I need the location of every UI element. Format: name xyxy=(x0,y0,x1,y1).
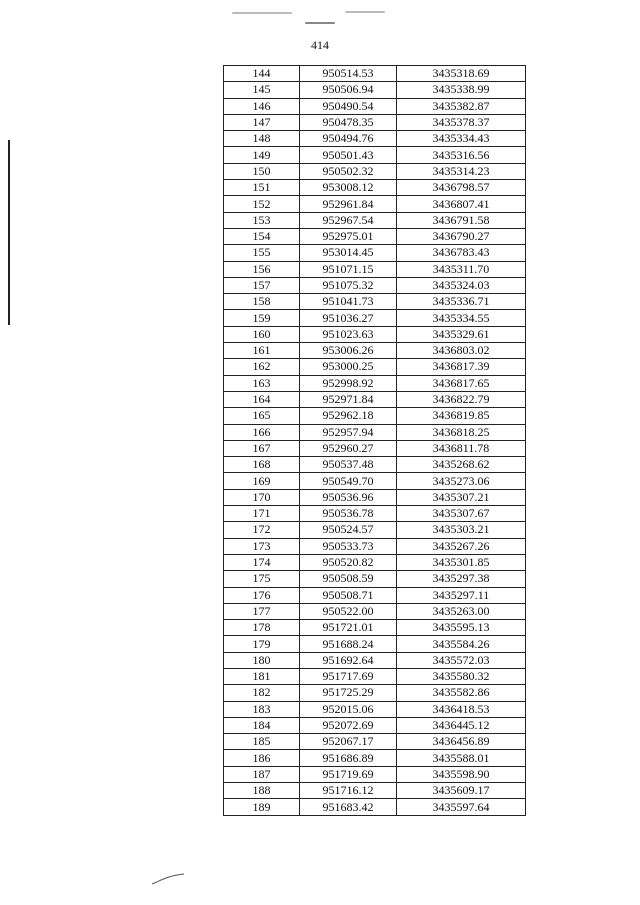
x-coordinate-cell: 950533.73 xyxy=(300,538,397,554)
y-coordinate-cell: 3435297.38 xyxy=(397,571,526,587)
y-coordinate-cell: 3435267.26 xyxy=(397,538,526,554)
point-number-cell: 168 xyxy=(224,457,300,473)
point-number-cell: 176 xyxy=(224,587,300,603)
table-row xyxy=(224,196,526,212)
point-number-cell: 157 xyxy=(224,277,300,293)
point-number-cell: 177 xyxy=(224,603,300,619)
table-row xyxy=(224,212,526,228)
table-row xyxy=(224,587,526,603)
table-row xyxy=(224,506,526,522)
y-coordinate-cell: 3436822.79 xyxy=(397,391,526,407)
x-coordinate-cell: 953006.26 xyxy=(300,343,397,359)
x-coordinate-cell: 950524.57 xyxy=(300,522,397,538)
x-coordinate-cell: 950501.43 xyxy=(300,147,397,163)
x-coordinate-cell: 950522.00 xyxy=(300,603,397,619)
y-coordinate-cell: 3436456.89 xyxy=(397,734,526,750)
y-coordinate-cell: 3435609.17 xyxy=(397,783,526,799)
y-coordinate-cell: 3435580.32 xyxy=(397,668,526,684)
point-number-cell: 159 xyxy=(224,310,300,326)
scan-artifact xyxy=(232,12,292,14)
x-coordinate-cell: 953008.12 xyxy=(300,180,397,196)
x-coordinate-cell: 951023.63 xyxy=(300,326,397,342)
x-coordinate-cell: 953014.45 xyxy=(300,245,397,261)
y-coordinate-cell: 3435598.90 xyxy=(397,766,526,782)
x-coordinate-cell: 950478.35 xyxy=(300,114,397,130)
point-number-cell: 183 xyxy=(224,701,300,717)
x-coordinate-cell: 951683.42 xyxy=(300,799,397,815)
point-number-cell: 187 xyxy=(224,766,300,782)
y-coordinate-cell: 3435301.85 xyxy=(397,554,526,570)
point-number-cell: 165 xyxy=(224,408,300,424)
y-coordinate-cell: 3435273.06 xyxy=(397,473,526,489)
point-number-cell: 178 xyxy=(224,620,300,636)
x-coordinate-cell: 950502.32 xyxy=(300,163,397,179)
point-number-cell: 145 xyxy=(224,82,300,98)
table-row xyxy=(224,261,526,277)
table-row xyxy=(224,783,526,799)
table-row xyxy=(224,652,526,668)
y-coordinate-cell: 3436791.58 xyxy=(397,212,526,228)
handwritten-mark xyxy=(150,872,186,886)
table-row xyxy=(224,440,526,456)
point-number-cell: 149 xyxy=(224,147,300,163)
point-number-cell: 175 xyxy=(224,571,300,587)
point-number-cell: 169 xyxy=(224,473,300,489)
table-row xyxy=(224,310,526,326)
x-coordinate-cell: 952961.84 xyxy=(300,196,397,212)
table-row xyxy=(224,766,526,782)
point-number-cell: 188 xyxy=(224,783,300,799)
y-coordinate-cell: 3436798.57 xyxy=(397,180,526,196)
y-coordinate-cell: 3436790.27 xyxy=(397,228,526,244)
y-coordinate-cell: 3435572.03 xyxy=(397,652,526,668)
point-number-cell: 144 xyxy=(224,66,300,82)
point-number-cell: 155 xyxy=(224,245,300,261)
y-coordinate-cell: 3435597.64 xyxy=(397,799,526,815)
y-coordinate-cell: 3435334.43 xyxy=(397,131,526,147)
table-row xyxy=(224,163,526,179)
x-coordinate-cell: 950536.78 xyxy=(300,506,397,522)
y-coordinate-cell: 3436817.65 xyxy=(397,375,526,391)
x-coordinate-cell: 951717.69 xyxy=(300,668,397,684)
x-coordinate-cell: 950490.54 xyxy=(300,98,397,114)
x-coordinate-cell: 952960.27 xyxy=(300,440,397,456)
point-number-cell: 153 xyxy=(224,212,300,228)
table-row xyxy=(224,571,526,587)
point-number-cell: 164 xyxy=(224,391,300,407)
x-coordinate-cell: 952998.92 xyxy=(300,375,397,391)
y-coordinate-cell: 3435297.11 xyxy=(397,587,526,603)
y-coordinate-cell: 3435324.03 xyxy=(397,277,526,293)
table-row xyxy=(224,620,526,636)
x-coordinate-cell: 951692.64 xyxy=(300,652,397,668)
point-number-cell: 189 xyxy=(224,799,300,815)
table-row xyxy=(224,326,526,342)
table-row xyxy=(224,228,526,244)
y-coordinate-cell: 3436819.85 xyxy=(397,408,526,424)
y-coordinate-cell: 3436807.41 xyxy=(397,196,526,212)
table-row xyxy=(224,294,526,310)
table-row xyxy=(224,701,526,717)
table-row xyxy=(224,457,526,473)
y-coordinate-cell: 3436818.25 xyxy=(397,424,526,440)
point-number-cell: 152 xyxy=(224,196,300,212)
table-row xyxy=(224,180,526,196)
scan-artifact xyxy=(345,11,385,13)
x-coordinate-cell: 950549.70 xyxy=(300,473,397,489)
x-coordinate-cell: 951721.01 xyxy=(300,620,397,636)
point-number-cell: 161 xyxy=(224,343,300,359)
y-coordinate-cell: 3436418.53 xyxy=(397,701,526,717)
x-coordinate-cell: 952967.54 xyxy=(300,212,397,228)
table-row xyxy=(224,82,526,98)
y-coordinate-cell: 3436811.78 xyxy=(397,440,526,456)
x-coordinate-cell: 951688.24 xyxy=(300,636,397,652)
x-coordinate-cell: 952962.18 xyxy=(300,408,397,424)
x-coordinate-cell: 951716.12 xyxy=(300,783,397,799)
x-coordinate-cell: 952957.94 xyxy=(300,424,397,440)
x-coordinate-cell: 950494.76 xyxy=(300,131,397,147)
point-number-cell: 160 xyxy=(224,326,300,342)
coordinates-table-body xyxy=(224,66,526,816)
y-coordinate-cell: 3435584.26 xyxy=(397,636,526,652)
x-coordinate-cell: 952971.84 xyxy=(300,391,397,407)
table-row xyxy=(224,391,526,407)
x-coordinate-cell: 951071.15 xyxy=(300,261,397,277)
point-number-cell: 163 xyxy=(224,375,300,391)
x-coordinate-cell: 951719.69 xyxy=(300,766,397,782)
point-number-cell: 166 xyxy=(224,424,300,440)
point-number-cell: 173 xyxy=(224,538,300,554)
y-coordinate-cell: 3435334.55 xyxy=(397,310,526,326)
x-coordinate-cell: 950537.48 xyxy=(300,457,397,473)
point-number-cell: 158 xyxy=(224,294,300,310)
x-coordinate-cell: 951075.32 xyxy=(300,277,397,293)
table-row xyxy=(224,603,526,619)
x-coordinate-cell: 953000.25 xyxy=(300,359,397,375)
x-coordinate-cell: 951686.89 xyxy=(300,750,397,766)
point-number-cell: 179 xyxy=(224,636,300,652)
point-number-cell: 184 xyxy=(224,717,300,733)
margin-mark xyxy=(8,140,10,325)
x-coordinate-cell: 950508.71 xyxy=(300,587,397,603)
x-coordinate-cell: 952975.01 xyxy=(300,228,397,244)
table-row xyxy=(224,489,526,505)
y-coordinate-cell: 3435336.71 xyxy=(397,294,526,310)
y-coordinate-cell: 3435307.67 xyxy=(397,506,526,522)
y-coordinate-cell: 3435316.56 xyxy=(397,147,526,163)
point-number-cell: 182 xyxy=(224,685,300,701)
table-row xyxy=(224,343,526,359)
point-number-cell: 186 xyxy=(224,750,300,766)
point-number-cell: 172 xyxy=(224,522,300,538)
point-number-cell: 174 xyxy=(224,554,300,570)
y-coordinate-cell: 3436445.12 xyxy=(397,717,526,733)
table-row xyxy=(224,717,526,733)
point-number-cell: 181 xyxy=(224,668,300,684)
table-row xyxy=(224,522,526,538)
x-coordinate-cell: 951041.73 xyxy=(300,294,397,310)
y-coordinate-cell: 3435311.70 xyxy=(397,261,526,277)
point-number-cell: 156 xyxy=(224,261,300,277)
y-coordinate-cell: 3436803.02 xyxy=(397,343,526,359)
point-number-cell: 180 xyxy=(224,652,300,668)
x-coordinate-cell: 950514.53 xyxy=(300,66,397,82)
y-coordinate-cell: 3435263.00 xyxy=(397,603,526,619)
x-coordinate-cell: 952067.17 xyxy=(300,734,397,750)
table-row xyxy=(224,245,526,261)
y-coordinate-cell: 3435329.61 xyxy=(397,326,526,342)
page-number: 414 xyxy=(311,38,329,52)
table-row xyxy=(224,473,526,489)
y-coordinate-cell: 3435318.69 xyxy=(397,66,526,82)
point-number-cell: 154 xyxy=(224,228,300,244)
coordinates-table xyxy=(223,65,526,816)
table-row xyxy=(224,408,526,424)
point-number-cell: 162 xyxy=(224,359,300,375)
point-number-cell: 167 xyxy=(224,440,300,456)
table-row xyxy=(224,734,526,750)
y-coordinate-cell: 3435588.01 xyxy=(397,750,526,766)
point-number-cell: 170 xyxy=(224,489,300,505)
x-coordinate-cell: 952072.69 xyxy=(300,717,397,733)
table-row xyxy=(224,538,526,554)
x-coordinate-cell: 950536.96 xyxy=(300,489,397,505)
table-row xyxy=(224,554,526,570)
table-row xyxy=(224,131,526,147)
y-coordinate-cell: 3435268.62 xyxy=(397,457,526,473)
y-coordinate-cell: 3436817.39 xyxy=(397,359,526,375)
y-coordinate-cell: 3436783.43 xyxy=(397,245,526,261)
y-coordinate-cell: 3435307.21 xyxy=(397,489,526,505)
y-coordinate-cell: 3435595.13 xyxy=(397,620,526,636)
table-row xyxy=(224,114,526,130)
y-coordinate-cell: 3435338.99 xyxy=(397,82,526,98)
x-coordinate-cell: 952015.06 xyxy=(300,701,397,717)
table-row xyxy=(224,277,526,293)
point-number-cell: 151 xyxy=(224,180,300,196)
x-coordinate-cell: 950508.59 xyxy=(300,571,397,587)
y-coordinate-cell: 3435303.21 xyxy=(397,522,526,538)
point-number-cell: 146 xyxy=(224,98,300,114)
table-row xyxy=(224,359,526,375)
point-number-cell: 150 xyxy=(224,163,300,179)
table-row xyxy=(224,98,526,114)
x-coordinate-cell: 950520.82 xyxy=(300,554,397,570)
table-row xyxy=(224,636,526,652)
table-row xyxy=(224,66,526,82)
table-row xyxy=(224,685,526,701)
x-coordinate-cell: 950506.94 xyxy=(300,82,397,98)
table-row xyxy=(224,668,526,684)
x-coordinate-cell: 951036.27 xyxy=(300,310,397,326)
y-coordinate-cell: 3435378.37 xyxy=(397,114,526,130)
point-number-cell: 147 xyxy=(224,114,300,130)
table-row xyxy=(224,750,526,766)
point-number-cell: 185 xyxy=(224,734,300,750)
table-row xyxy=(224,375,526,391)
y-coordinate-cell: 3435382.87 xyxy=(397,98,526,114)
point-number-cell: 148 xyxy=(224,131,300,147)
table-row xyxy=(224,799,526,815)
table-row xyxy=(224,424,526,440)
x-coordinate-cell: 951725.29 xyxy=(300,685,397,701)
y-coordinate-cell: 3435314.23 xyxy=(397,163,526,179)
table-row xyxy=(224,147,526,163)
point-number-cell: 171 xyxy=(224,506,300,522)
scan-artifact xyxy=(305,22,335,24)
y-coordinate-cell: 3435582.86 xyxy=(397,685,526,701)
